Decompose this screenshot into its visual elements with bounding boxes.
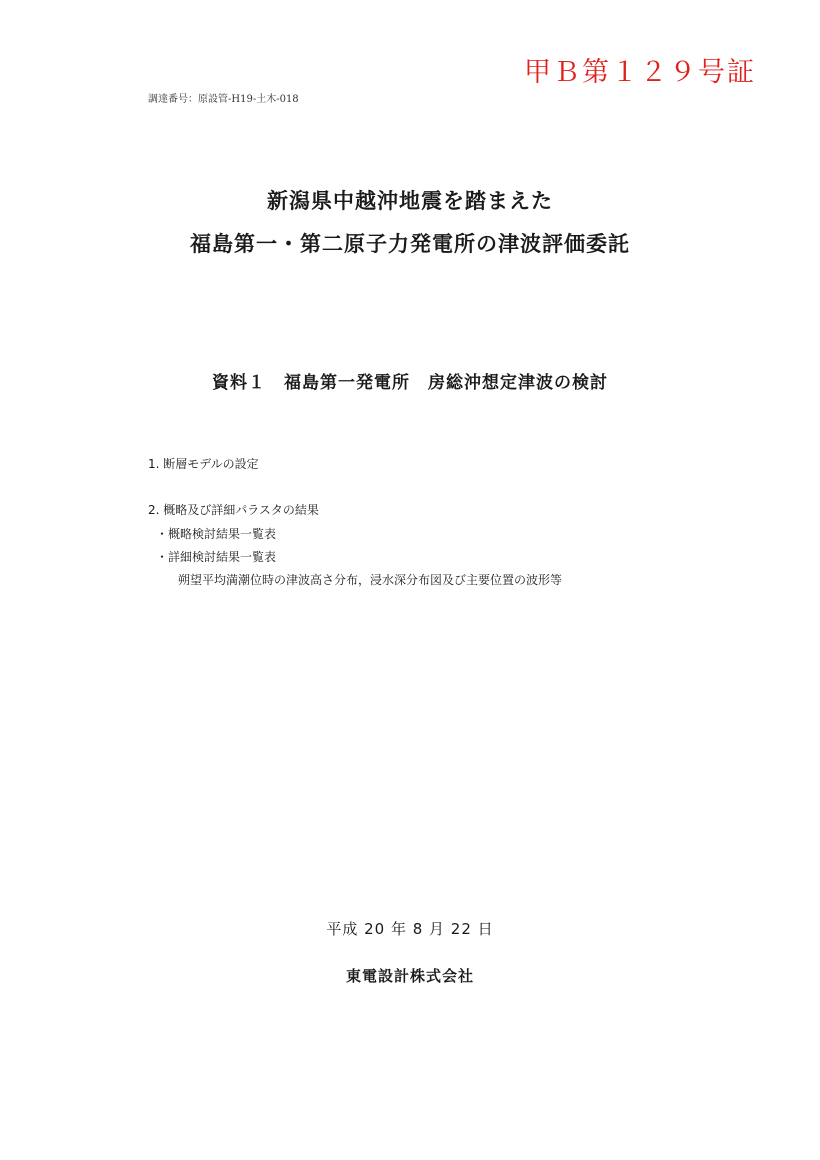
contents-sub-item-2-detail: 朔望平均満潮位時の津波高さ分布，浸水深分布図及び主要位置の波形等	[178, 573, 563, 587]
contents-item-2: 2. 概略及び詳細パラスタの結果	[148, 503, 319, 517]
contents-sub-item-2: ・詳細検討結果一覧表	[156, 550, 277, 564]
contents-item-1: 1. 断層モデルの設定	[148, 457, 259, 471]
contents-sub-item-1: ・概略検討結果一覧表	[156, 527, 277, 541]
subtitle: 資料１ 福島第一発電所 房総沖想定津波の検討	[212, 373, 608, 393]
title-line-1: 新潟県中越沖地震を踏まえた	[267, 189, 553, 213]
company-name: 東電設計株式会社	[345, 967, 474, 985]
title-line-2: 福島第一・第二原子力発電所の津波評価委託	[190, 232, 630, 256]
exhibit-label: 甲Ｂ第１２９号証	[524, 57, 756, 88]
procurement-number: 調達番号：原設管-H19-土木-018	[148, 94, 299, 105]
document-date: 平成 20 年 8 月 22 日	[326, 920, 494, 938]
